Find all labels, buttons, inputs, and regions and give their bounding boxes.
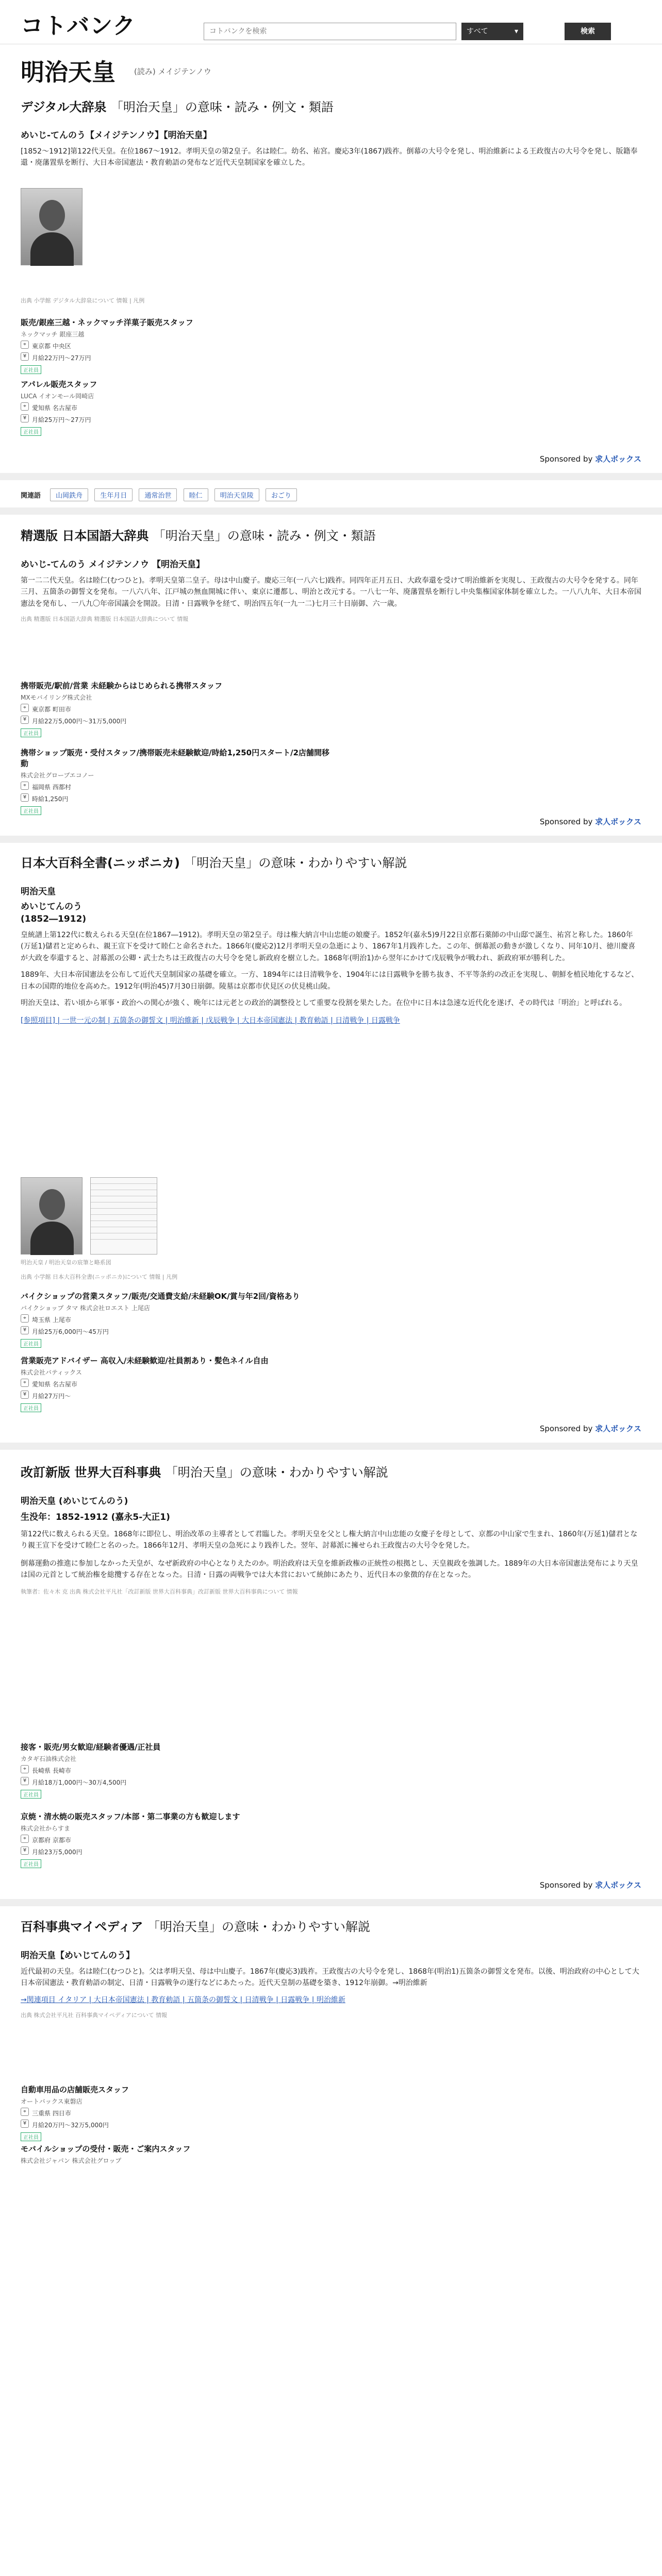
- section-heading-text: 「明治天皇」の意味・わかりやすい解説: [147, 1920, 370, 1934]
- entry-body: 第122代に数えられる天皇。1868年に即位し、明治改革の主導者として君臨した。孝明天皇を父とし権大納言中山忠能の女慶子を母として、京都の中山家で生まれ、1860年(万延1)儲君となり親王宣下を受けて睦仁と名のった。1866年12月、孝明天皇の急死により践祚した。翌年、討幕派に擁せられ王政復古の大号令を発した。: [21, 1530, 638, 1550]
- employment-tag: 正社員: [21, 1859, 41, 1868]
- entry-heading: 明治天皇: [21, 887, 56, 897]
- site-logo[interactable]: コトバンク: [21, 13, 136, 39]
- related-term[interactable]: 睦仁: [184, 488, 208, 501]
- sponsor-label: Sponsored by: [539, 817, 593, 826]
- related-term[interactable]: 生年月日: [94, 488, 133, 501]
- entry-body: 第一二二代天皇。名は睦仁(むつひと)。孝明天皇第二皇子。母は中山慶子。慶応三年(一八六七)践祚。同四年正月五日、大政奉還を受けて明治維新を実現し、王政復古の大号令を発する。同年三月、五箇条の御誓文を発布。一八六八年、江戸城の無血開城に伴い、東京に遷都し、明治と改元する。一八七一年、廃藩置県を断行し中央集権国家体制を確立した。一八八九年、大日本帝国憲法を発布し、一八九〇年帝国議会を開設。日清・日露戦争を経て、明治四五年(一九一二)七月三十日崩御、六一歳。: [21, 577, 641, 608]
- yen-icon: ¥: [21, 1846, 29, 1855]
- job-location: [21, 783, 330, 791]
- page-reading: (読み) メイジテンノウ: [134, 67, 211, 76]
- entry-body: [1852〜1912]第122代天皇。在位1867〜1912。孝明天皇の第2皇子。名は睦仁。幼名、祐宮。慶応3年(1867)践祚。倒幕の大号令を発し、明治維新による王政復古の大号令を発し、版籍奉還・廃藩置県を断行、大日本帝国憲法・教育勅語の発布など近代天皇制国家を確立した。: [21, 147, 638, 167]
- job-pay: [21, 415, 330, 424]
- sponsor-brand: 求人ボックス: [595, 454, 641, 464]
- source-caption: 出典 株式会社平凡社 百科事典マイペディアについて 情報: [21, 2012, 168, 2019]
- yen-icon: ¥: [21, 352, 29, 361]
- job-location-text: 東京都 町田市: [32, 706, 71, 713]
- entry-title: めいじ‐てんのう【メイジテンノウ】【明治天皇】: [21, 130, 212, 141]
- section-heading-text: 「明治天皇」の意味・読み・例文・類語: [153, 529, 376, 543]
- entry-title: 明治天皇【めいじてんのう】: [21, 1951, 135, 1961]
- entry-body: 近代最初の天皇。名は睦仁(むつひと)。父は孝明天皇、母は中山慶子。1867年(慶応3)践祚。王政復古の大号令を発し、1868年(明治1)五箇条の御誓文を発布。以後、明治政府の中心として大日本帝国憲法・教育勅語の制定、日清・日露戦争の遂行などにあたった。近代天皇制の基礎を築き、1912年崩御。→明治維新: [21, 1968, 639, 1988]
- job-location-text: 愛知県 名古屋市: [32, 1381, 77, 1388]
- job-pay: [21, 1327, 330, 1336]
- entry-heading: 明治天皇 (めいじてんのう): [21, 1496, 128, 1506]
- sponsor-brand: 求人ボックス: [595, 1880, 641, 1890]
- location-icon: ⌖: [21, 2108, 29, 2116]
- job-location: [21, 1766, 330, 1775]
- dictionary-name[interactable]: 改訂新版 世界大百科事典: [21, 1465, 161, 1480]
- job-location-text: 東京都 中央区: [32, 343, 71, 350]
- site-header: [0, 0, 662, 44]
- section-divider: [0, 1443, 662, 1450]
- entry-body: 明治天皇は、若い頃から軍事・政治への関心が強く、晩年には元老との政治的調整役として重要な役割を果たした。在位中に日本は急速な近代化を遂げ、その時代は「明治」と呼ばれる。: [21, 998, 627, 1007]
- job-pay-text: 月給18万1,000円〜30万4,500円: [32, 1779, 127, 1786]
- job-location-text: 三重県 四日市: [32, 2110, 71, 2117]
- location-icon: ⌖: [21, 1379, 29, 1387]
- portrait-image[interactable]: [21, 1177, 82, 1255]
- entry-reading: めいじてんのう: [21, 902, 82, 912]
- job-company: 株式会社グローブエコノー: [21, 772, 94, 779]
- source-caption: 出典 小学館 デジタル大辞泉について 情報 | 凡例: [21, 297, 145, 304]
- job-listing[interactable]: [21, 379, 330, 436]
- dictionary-name[interactable]: 日本大百科全書(ニッポニカ): [21, 856, 180, 870]
- job-title[interactable]: 京焼・清水焼の販売スタッフ/本部・第二事業の方も歓迎します: [21, 1812, 240, 1821]
- entry-body: 皇統譜上第122代に数えられる天皇(在位1867―1912)。孝明天皇の第2皇子。母は権大納言中山忠能の娘慶子。1852年(嘉永5)9月22日京都石薬師の中山邸で誕生、祐宮と称した。1860年(万延1)儲君と定められ、親王宣下を受けて睦仁と命名された。1866年(慶応2)12月孝明天皇の急逝により、1867年1月践祚した。この年、倒幕派の動きが激しくなり、同年10月、徳川慶喜が大政を奉還すると、討幕派の公卿・武士たちは王政復古の大号令を発し新政府を樹立した。1868年(明治1)から翌年にかけて戊辰戦争が戦われ、新政府軍が勝利した。: [21, 931, 636, 962]
- source-caption: 執筆者：佐々木 克 出典 株式会社平凡社「改訂新版 世界大百科事典」改訂新版 世界大百科事典について 情報: [21, 1588, 298, 1595]
- job-location-text: 京都府 京都市: [32, 1837, 71, 1844]
- job-listing[interactable]: [21, 747, 330, 815]
- job-pay: [21, 353, 330, 362]
- job-title[interactable]: モバイルショップの受付・販売・ご案内スタッフ: [21, 2144, 191, 2154]
- employment-tag: 正社員: [21, 365, 41, 374]
- entry: [21, 128, 641, 169]
- yen-icon: ¥: [21, 1777, 29, 1785]
- related-term[interactable]: 明治天皇陵: [214, 488, 259, 501]
- job-location-text: 埼玉県 上尾市: [32, 1316, 71, 1324]
- job-pay: [21, 794, 330, 803]
- location-icon: ⌖: [21, 341, 29, 349]
- job-location: [21, 705, 330, 714]
- source-caption: 出典 精選版 日本国語大辞典 精選版 日本国語大辞典について 情報: [21, 616, 189, 623]
- job-pay-text: 月給22万円〜27万円: [32, 354, 91, 362]
- location-icon: ⌖: [21, 1835, 29, 1843]
- job-company: ネックマッチ 銀座三越: [21, 331, 85, 338]
- section-heading-text: 「明治天皇」の意味・読み・例文・類語: [110, 100, 334, 114]
- job-listing[interactable]: [21, 317, 330, 374]
- job-company: 株式会社バティックス: [21, 1369, 82, 1376]
- job-location-text: 福岡県 西都村: [32, 784, 71, 791]
- related-term[interactable]: おごり: [266, 488, 297, 501]
- yen-icon: ¥: [21, 414, 29, 422]
- sponsor-credit[interactable]: [540, 453, 641, 464]
- section-nipponica: [21, 853, 641, 1027]
- section-heibonsha: [21, 1462, 641, 1596]
- job-location: [21, 1380, 330, 1388]
- job-company: カタギ石油株式会社: [21, 1755, 77, 1762]
- job-pay-text: 月給23万5,000円: [32, 1849, 82, 1856]
- search-input[interactable]: [204, 23, 456, 40]
- job-title[interactable]: 接客・販売/男女歓迎/経験者優遇/正社員: [21, 1742, 161, 1752]
- section-divider: [0, 473, 662, 480]
- job-title[interactable]: 携帯販売/駅前/営業 未経験からはじめられる携帯スタッフ: [21, 681, 223, 690]
- employment-tag: 正社員: [21, 1403, 41, 1412]
- dictionary-name[interactable]: 精選版 日本国語大辞典: [21, 529, 149, 543]
- job-pay: [21, 1778, 330, 1787]
- section-nikkoku: [21, 526, 641, 623]
- employment-tag: 正社員: [21, 1339, 41, 1348]
- yen-icon: ¥: [21, 793, 29, 802]
- related-links[interactable]: →関連項目 イタリア | 大日本帝国憲法 | 教育勅語 | 五箇条の御誓文 | 日清戦争 | 日露戦争 | 明治維新: [21, 1995, 345, 2004]
- job-location: [21, 342, 330, 350]
- job-pay-text: 月給25万6,000円〜45万円: [32, 1328, 109, 1335]
- job-pay-text: 月給27万円〜: [32, 1393, 71, 1400]
- page-title: 明治天皇: [21, 58, 115, 86]
- yen-icon: ¥: [21, 1326, 29, 1334]
- entry-years: 生没年：1852-1912 (嘉永5-大正1): [21, 1512, 170, 1522]
- location-icon: ⌖: [21, 704, 29, 712]
- section-heading: [21, 97, 641, 115]
- section-divider: [0, 836, 662, 843]
- location-icon: ⌖: [21, 1765, 29, 1773]
- dictionary-name[interactable]: 百科事典マイペディア: [21, 1920, 143, 1934]
- job-listing[interactable]: [21, 680, 330, 737]
- job-title[interactable]: アパレル販売スタッフ: [21, 380, 97, 389]
- job-company: 株式会社からすま: [21, 1825, 71, 1832]
- job-company: オートバックス東磐店: [21, 2098, 82, 2105]
- entry-body: 1889年、大日本帝国憲法を公布して近代天皇制国家の基礎を確立。一方、1894年には日清戦争を、1904年には日露戦争を勝ち抜き、不平等条約の改正を実現し、朝鮮を植民地化するなど、日本の国際的地位を高めた。1912年(明治45)7月30日崩御。陵墓は京都市伏見区の伏見桃山陵。: [21, 971, 639, 991]
- reference-links[interactable]: [参照項目] | 一世一元の制 | 五箇条の御誓文 | 明治維新 | 戊辰戦争 | 大日本帝国憲法 | 教育勅語 | 日清戦争 | 日露戦争: [21, 1016, 400, 1025]
- section-heading: [21, 1462, 641, 1480]
- section-daijisen: [21, 97, 641, 115]
- employment-tag: 正社員: [21, 728, 41, 737]
- location-icon: ⌖: [21, 782, 29, 790]
- job-location-text: 長崎県 長崎市: [32, 1767, 71, 1774]
- job-pay-text: 月給25万円〜27万円: [32, 416, 91, 423]
- figure-caption: 明治天皇 / 明治天皇の宸筆と略系図: [21, 1259, 111, 1266]
- job-pay-text: 月給22万5,000円〜31万5,000円: [32, 718, 127, 725]
- employment-tag: 正社員: [21, 427, 41, 436]
- genealogy-table-image[interactable]: [90, 1177, 157, 1255]
- related-terms: [21, 488, 301, 501]
- sponsor-credit[interactable]: [540, 1423, 641, 1434]
- sponsor-brand: 求人ボックス: [595, 817, 641, 826]
- yen-icon: ¥: [21, 1391, 29, 1399]
- job-company: 株式会社ジャパン 株式会社グロップ: [21, 2157, 122, 2164]
- sponsor-label: Sponsored by: [539, 1424, 593, 1433]
- job-location: [21, 1315, 330, 1324]
- entry-years: (1852―1912): [21, 914, 87, 924]
- location-icon: ⌖: [21, 402, 29, 411]
- search-bar: [204, 23, 652, 40]
- search-button[interactable]: 検索: [565, 23, 611, 40]
- job-location: [21, 2109, 330, 2117]
- job-location: [21, 403, 330, 412]
- job-company: バイクショップ タマ 株式会社ロエスト 上尾店: [21, 1304, 150, 1312]
- section-heading-text: 「明治天皇」の意味・わかりやすい解説: [184, 856, 407, 870]
- job-listing[interactable]: [21, 1811, 330, 1868]
- section-divider: [0, 507, 662, 515]
- section-heading-text: 「明治天皇」の意味・わかりやすい解説: [165, 1465, 388, 1480]
- job-pay: [21, 2121, 330, 2129]
- sponsor-label: Sponsored by: [539, 1880, 593, 1890]
- sponsor-brand: 求人ボックス: [595, 1424, 641, 1433]
- related-term[interactable]: 山岡鉄舟: [50, 488, 88, 501]
- portrait-image[interactable]: [21, 188, 82, 265]
- sponsor-label: Sponsored by: [539, 454, 593, 464]
- search-scope-select[interactable]: [461, 23, 523, 40]
- job-pay-text: 月給20万円〜32万5,000円: [32, 2122, 109, 2129]
- related-term[interactable]: 通常治世: [139, 488, 177, 501]
- job-title[interactable]: バイクショップの営業スタッフ/販売/交通費支給/未経験OK/賞与年2回/資格あり: [21, 1292, 300, 1301]
- job-title[interactable]: 自動車用品の店舗販売スタッフ: [21, 2085, 129, 2094]
- employment-tag: 正社員: [21, 2132, 41, 2141]
- job-listing[interactable]: [21, 1291, 330, 1348]
- related-label: 関連語: [21, 492, 41, 500]
- dictionary-name[interactable]: デジタル大辞泉: [21, 100, 107, 114]
- yen-icon: ¥: [21, 716, 29, 724]
- job-listing[interactable]: [21, 2143, 330, 2165]
- chevron-down-icon: ▾: [514, 27, 518, 36]
- job-company: MXモバイリング株式会社: [21, 694, 92, 701]
- entry-title: めいじ‐てんのう メイジテンノウ 【明治天皇】: [21, 560, 205, 570]
- location-icon: ⌖: [21, 1314, 29, 1323]
- job-pay-text: 時給1,250円: [32, 795, 69, 803]
- source-caption: 出典 小学館 日本大百科全書(ニッポニカ)について 情報 | 凡例: [21, 1274, 178, 1280]
- entry-body: 倒幕運動の推進に参加しなかった天皇が、なぜ新政府の中心となりえたのか。明治政府は天皇を維新政権の正統性の根拠とし、天皇親政を強調した。1889年の大日本帝国憲法発布により天皇は国の元首として統治権を総攬する存在となった。日清・日露の両戦争では大本営において統帥にあたり、近代日本の象徴的存在となった。: [21, 1559, 638, 1580]
- sponsor-credit[interactable]: [540, 1879, 641, 1890]
- job-pay: [21, 717, 330, 725]
- job-title[interactable]: 販売/銀座三越・ネックマッチ洋菓子販売スタッフ: [21, 318, 193, 327]
- job-location: [21, 1836, 330, 1844]
- section-heading: [21, 1917, 641, 1935]
- job-title[interactable]: 営業販売アドバイザー 高収入/未経験歓迎/社員割あり・髪色ネイル自由: [21, 1356, 269, 1365]
- job-listing[interactable]: [21, 1741, 330, 1799]
- job-listing[interactable]: [21, 2084, 330, 2141]
- job-location-text: 愛知県 名古屋市: [32, 404, 77, 412]
- section-heading: [21, 526, 641, 544]
- employment-tag: 正社員: [21, 806, 41, 815]
- yen-icon: ¥: [21, 2120, 29, 2128]
- employment-tag: 正社員: [21, 1790, 41, 1799]
- section-heading: [21, 853, 641, 871]
- job-title[interactable]: 携帯ショップ販売・受付スタッフ/携帯販売未経験歓迎/時給1,250円スタート/2店舗間移動: [21, 748, 330, 768]
- section-mypedia: [21, 1917, 641, 2019]
- section-divider: [0, 1899, 662, 1906]
- sponsor-credit[interactable]: [540, 816, 641, 827]
- job-listing[interactable]: [21, 1355, 330, 1412]
- job-company: LUCA イオンモール岡崎店: [21, 393, 94, 400]
- job-pay: [21, 1392, 330, 1400]
- job-pay: [21, 1848, 330, 1856]
- search-scope-label: すべて: [467, 27, 488, 36]
